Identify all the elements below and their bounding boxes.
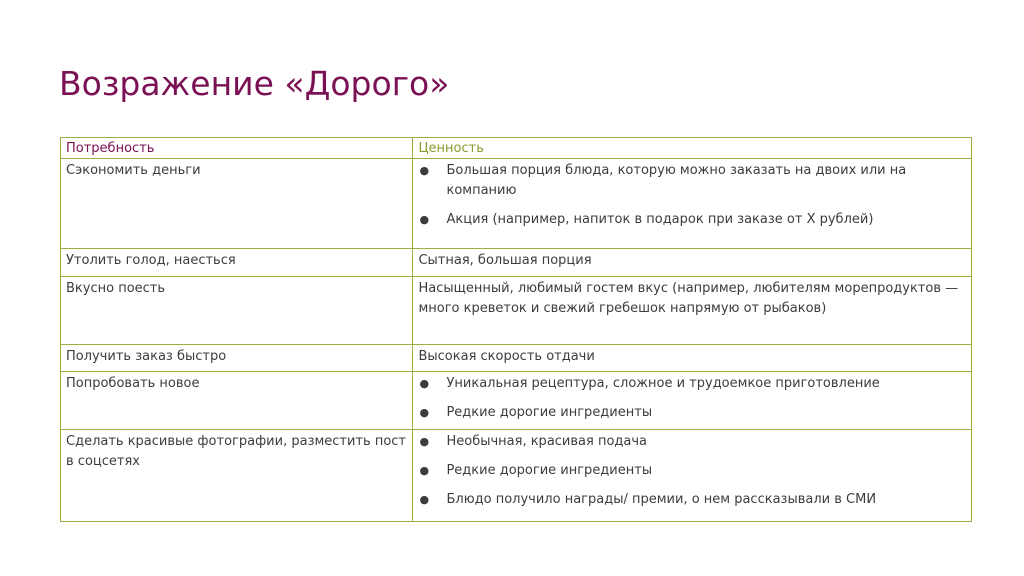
list-item-text: Большая порция блюда, которую можно заказать на двоих или на компанию [446,163,907,198]
value-cell: Сытная, большая порция [413,249,972,277]
bullet-icon: ● [419,493,430,506]
table-row [61,159,972,249]
header-value: Ценность [413,138,972,159]
bullet-icon: ● [419,406,430,419]
table-row [61,249,972,277]
header-need: Потребность [61,138,413,159]
list-item [418,210,966,230]
list-item-text: Редкие дорогие ингредиенты [446,405,653,420]
table-row [61,345,972,372]
need-cell: Сэкономить деньги [61,159,413,249]
bullet-icon: ● [419,377,430,390]
list-item [418,403,966,423]
value-list [418,374,966,423]
list-item-text: Редкие дорогие ингредиенты [446,463,653,478]
table-header-row [61,138,972,159]
value-list [418,161,966,230]
bullet-icon: ● [419,435,430,448]
objection-table [60,137,972,522]
table-row [61,372,972,430]
need-cell: Попробовать новое [61,372,413,430]
slide-title: Возражение «Дорого» [59,64,450,103]
bullet-icon: ● [419,213,430,226]
value-cell [413,372,972,430]
value-cell: Высокая скорость отдачи [413,345,972,372]
list-item-text: Необычная, красивая подача [446,434,648,449]
need-cell: Утолить голод, наесться [61,249,413,277]
value-list [418,432,966,510]
list-item-text: Уникальная рецептура, сложное и трудоемкое приготовление [446,376,880,391]
list-item-text: Блюдо получило награды/ премии, о нем рассказывали в СМИ [446,492,877,507]
table-row [61,430,972,522]
need-cell: Вкусно поесть [61,277,413,345]
list-item [418,161,966,201]
value-cell [413,430,972,522]
need-cell: Получить заказ быстро [61,345,413,372]
need-cell: Сделать красивые фотографии, разместить пост в соцсетях [61,430,413,522]
bullet-icon: ● [419,164,430,177]
list-item [418,490,966,510]
list-item-text: Акция (например, напиток в подарок при заказе от Х рублей) [446,212,874,227]
list-item [418,461,966,481]
value-cell [413,159,972,249]
bullet-icon: ● [419,464,430,477]
list-item [418,432,966,452]
list-item [418,374,966,394]
value-cell: Насыщенный, любимый гостем вкус (например, любителям морепродуктов — много креветок и свежий гребешок напрямую от рыбаков) [413,277,972,345]
table-row [61,277,972,345]
